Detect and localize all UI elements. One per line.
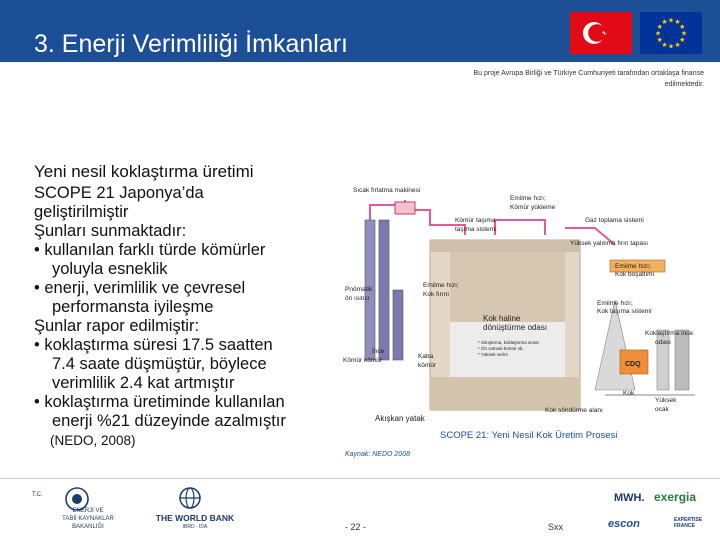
- bullet-line: • koklaştırma süresi 17.5 saatten: [34, 336, 273, 354]
- eu-star-icon: ★: [661, 41, 668, 49]
- bullet-line: • kullanılan farklı türde kömürler: [34, 241, 266, 259]
- eu-flag-icon: [640, 12, 702, 54]
- note-2: * Ön ısıtmalı kömür vb.: [478, 346, 524, 351]
- label-coarse: Kaba: [418, 353, 434, 360]
- bullet-line: performansta iyileşme: [52, 298, 214, 316]
- label-emlh-4: Emilme hızı;: [597, 300, 633, 307]
- label-coke-discharge: Kok boşaltımı: [615, 271, 655, 278]
- label-coke-quench: Kok söndürme alanı: [545, 407, 603, 414]
- mwh-logo: MWH.: [614, 492, 645, 504]
- process-diagram-graphic: [335, 180, 710, 440]
- body-line: SCOPE 21 Japonya’da: [34, 184, 204, 202]
- diagram-caption: SCOPE 21: Yeni Nesil Kok Üretim Prosesi: [440, 430, 618, 441]
- label-emlh-3: Emilme hızı;: [423, 282, 459, 289]
- label-fine-coal: Kömür kömür: [343, 357, 383, 364]
- page-title: 3. Enerji Verimliliği İmkanları: [34, 30, 348, 58]
- label-emlh: Emilme hızı;: [510, 195, 546, 202]
- label-cdq: CDQ: [625, 361, 641, 368]
- bullet-line: verimlilik 2.4 kat artmıştır: [52, 374, 235, 392]
- body-line: geliştirilmiştir: [34, 203, 129, 221]
- world-bank-subtitle: IBRD · IDA: [182, 524, 208, 530]
- label-coal: kömür: [418, 362, 437, 369]
- slide-code: Sxx: [548, 522, 564, 532]
- funding-note: Bu proje Avrupa Birliği ve Türkiye Cumhuriyeti tarafından ortaklaşa finanse edilmektedir.: [473, 70, 704, 88]
- exergia-logo: exergia: [654, 490, 697, 504]
- source-note: (NEDO, 2008): [50, 433, 136, 448]
- source-caption: Kaynak: NEDO 2008: [345, 451, 410, 458]
- eu-star-icon: ★: [679, 37, 686, 44]
- footer-divider: [0, 478, 720, 479]
- body-line: Şunlar rapor edilmiştir:: [34, 317, 200, 335]
- label-preheater: ön ısıtıcı: [345, 295, 370, 302]
- eu-star-icon: ★: [667, 17, 675, 25]
- label-high: Yüksek: [655, 397, 677, 404]
- page-number: - 22 -: [345, 522, 367, 532]
- eu-star-icon: ★: [654, 30, 662, 38]
- eu-star-icon: ★: [656, 37, 663, 44]
- escon-logo: escon: [608, 518, 640, 530]
- label-coke-oven: Kok fırını: [423, 291, 450, 298]
- bullet-line: yoluyla esneklik: [52, 260, 168, 278]
- bullet-line: • koklaştırma üretiminde kullanılan: [34, 393, 285, 411]
- eu-star-icon: ★: [656, 24, 663, 31]
- eu-star-icon: ★: [674, 41, 681, 49]
- expertise-france-logo: EXPERTISE FRANCE: [674, 517, 703, 529]
- label-coal-loading: Kömür yükleme: [510, 204, 556, 211]
- label-emlh-2: Emilme hızı;: [615, 263, 651, 270]
- note-1: * Sıkıştırma, koklaştırma sırası: [478, 340, 540, 345]
- world-bank-name: THE WORLD BANK: [155, 513, 235, 523]
- eu-star-icon: ★: [679, 24, 686, 31]
- label-furnace: ocak: [655, 406, 669, 413]
- label-conversion-chamber: dönüştürme odası: [483, 323, 548, 332]
- world-bank-logo: [150, 486, 240, 536]
- label-hot-press: Sıcak fırlatma makinesi: [353, 187, 421, 194]
- label-fine: İnce: [372, 348, 385, 355]
- label-coke-transport: Kok taşıma sistemi: [597, 308, 652, 315]
- bullet-line: • enerji, verimlilik ve çevresel: [34, 279, 246, 297]
- label-fluid-bed: Akışkan yatak: [375, 414, 425, 423]
- eu-star-icon: ★: [680, 30, 688, 38]
- ministry-text: T.C.: [32, 492, 43, 498]
- label-pneumatic: Pnömatik: [345, 286, 373, 293]
- eu-star-icon: ★: [667, 43, 675, 51]
- ministry-logo: [32, 486, 122, 536]
- eu-star-icon: ★: [674, 19, 681, 27]
- ministry-text: ENERJİ VE: [72, 508, 104, 514]
- eu-star-icon: ★: [661, 19, 668, 27]
- globe-icon: [178, 486, 202, 510]
- ministry-text: BAKANLIĞI: [72, 524, 104, 530]
- note-3: * Yüksek verim: [478, 352, 508, 357]
- label-chamber: odası: [655, 339, 671, 346]
- label-coking-chamber: Koklaştırma ince: [645, 330, 694, 337]
- label-gas-collection: Gaz toplama sistemi: [585, 217, 644, 224]
- label-oven-plug: Yüksek yalıtımlı fırın tapası: [570, 240, 649, 247]
- section-heading: Yeni nesil koklaştırma üretimi: [34, 162, 254, 181]
- turkey-flag-icon: [570, 12, 632, 54]
- body-line: Şunları sunmaktadır:: [34, 222, 187, 240]
- partner-logos: [600, 488, 715, 538]
- label-coal-transport: Kömür taşıma: [455, 217, 496, 224]
- ministry-text: TABİİ KAYNAKLAR: [62, 516, 114, 522]
- bullet-line: enerji %21 düzeyinde azalmıştır: [52, 412, 286, 430]
- label-coke: Kok: [623, 390, 635, 397]
- label-coking: Kok haline: [483, 314, 521, 323]
- scope21-process-diagram: [335, 180, 710, 440]
- bullet-line: 7.4 saate düşmüştür, böylece: [52, 355, 267, 373]
- body-text: [34, 184, 334, 450]
- label-transport-system: taşıma sistemi: [455, 226, 497, 233]
